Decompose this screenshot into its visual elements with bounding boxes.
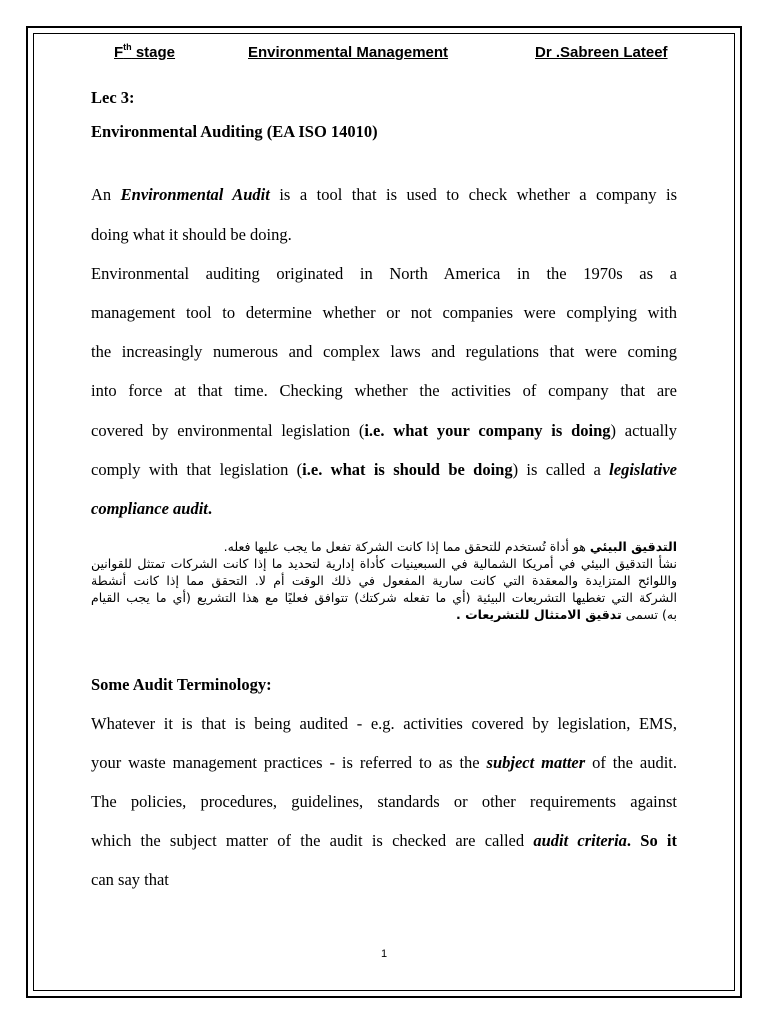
text-span: هو أداة تُستخدم للتحقق مما إذا كانت الشركة تفعل ما يجب عليها فعله. — [223, 539, 590, 554]
text-span: of the audit. — [585, 753, 677, 772]
header-stage — [114, 44, 175, 61]
text-span: which the subject matter of the audit is checked are called — [91, 831, 534, 850]
terminology-line4 — [91, 830, 677, 852]
text-span: comply with that legislation ( — [91, 460, 303, 479]
terminology-line3: The policies, procedures, guidelines, standards or other requirements against — [91, 792, 677, 811]
para2-line1: Environmental auditing originated in North America in the 1970s as a — [91, 264, 677, 283]
terminology-line1: Whatever it is that is being audited - e.g. activities covered by legislation, EMS, — [91, 714, 677, 733]
para2-line5 — [91, 420, 677, 442]
header-course: Environmental Management — [248, 44, 449, 61]
term-audit-criteria: audit criteria — [533, 831, 627, 850]
arabic-line3: واللوائح المتزايدة والمعقدة التي كانت سارية المفعول في ذلك الوقت أم لا. التحقق مما إذا كانت أنشطة — [91, 573, 677, 588]
para2-line7 — [91, 498, 677, 520]
text-span: ) actually — [610, 421, 678, 440]
lecture-title: Environmental Auditing (EA ISO 14010) — [91, 122, 378, 141]
text-span: covered by environmental legislation ( — [91, 421, 365, 440]
emphasis-what-should-be-doing: i.e. what is should be doing — [302, 460, 513, 479]
header-stage-number: F — [114, 44, 124, 61]
page-number: 1 — [380, 948, 388, 960]
para2-line4: into force at that time. Checking whether the activities of company that are — [91, 381, 677, 400]
term-compliance-audit: compliance audit — [91, 499, 208, 518]
text-span: An — [91, 185, 121, 204]
term-environmental-audit: Environmental Audit — [120, 185, 270, 204]
text-span: ) is called a — [512, 460, 610, 479]
terminology-line2 — [91, 752, 677, 774]
arabic-line5 — [91, 607, 677, 623]
arabic-term: التدقيق البيئي — [589, 539, 677, 554]
text-span: your waste management practices - is referred to as the — [91, 753, 487, 772]
text-span: به) تسمى — [621, 607, 677, 622]
arabic-term: تدقيق الامتثال للتشريعات . — [455, 607, 622, 622]
page-header — [0, 44, 768, 66]
arabic-line1 — [91, 539, 677, 555]
text-span: . — [207, 499, 212, 518]
header-stage-word: stage — [131, 44, 176, 61]
header-author: Dr .Sabreen Lateef — [535, 44, 668, 61]
term-legislative: legislative — [609, 460, 677, 479]
text-span: . So it — [626, 831, 678, 850]
emphasis-what-company-is-doing: i.e. what your company is doing — [364, 421, 611, 440]
term-subject-matter: subject matter — [486, 753, 586, 772]
para1-line2: doing what it should be doing. — [91, 225, 292, 244]
para2-line6 — [91, 459, 677, 481]
para2-line3: the increasingly numerous and complex laws and regulations that were coming — [91, 342, 677, 361]
terminology-line5: can say that — [91, 870, 169, 889]
terminology-heading: Some Audit Terminology: — [91, 675, 272, 694]
lecture-label: Lec 3: — [91, 88, 135, 107]
text-span: is a tool that is used to check whether a company is — [269, 185, 677, 204]
arabic-line4: الشركة التي تغطيها التشريعات البيئية (أي ما تفعله شركتك) تتوافق فعليًا مع هذا التشريع (أي ما يجب القيام — [91, 590, 677, 605]
header-stage-sup: th — [123, 42, 132, 52]
para2-line2: management tool to determine whether or not companies were complying with — [91, 303, 677, 322]
para1-line1 — [91, 184, 677, 206]
arabic-line2: نشأ التدقيق البيئي في أمريكا الشمالية في السبعينيات كأداة إدارية لتحديد ما إذا كانت الشركات تمتثل للقوانين — [91, 556, 677, 571]
